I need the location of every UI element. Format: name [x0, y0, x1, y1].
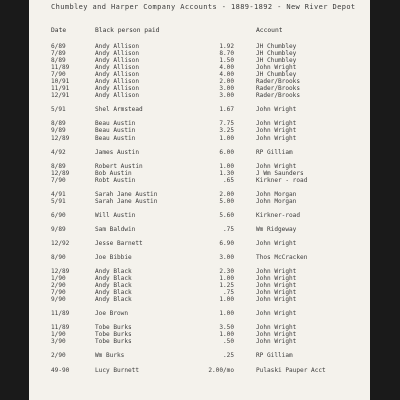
ledger-group: [29, 120, 370, 141]
date-cell: 7/90: [51, 176, 66, 184]
ledger-group: [29, 191, 370, 205]
amount-cell: 2.30: [219, 268, 234, 276]
account-cell: JH Chumbley: [256, 71, 297, 79]
person-cell: Beau Austin: [95, 127, 136, 135]
date-cell: 1/90: [51, 275, 66, 283]
column-header-person: Black person paid: [95, 27, 160, 34]
account-cell: John Wright: [256, 239, 297, 247]
person-cell: Andy Allison: [95, 64, 140, 72]
date-cell: 12/89: [51, 134, 70, 142]
person-cell: Andy Allison: [95, 57, 140, 65]
amount-cell: .50: [222, 338, 234, 346]
person-cell: Sarah Jane Austin: [95, 190, 158, 198]
person-cell: Andy Black: [95, 268, 132, 276]
person-cell: Sam Baldwin: [95, 225, 136, 233]
person-cell: Will Austin: [95, 211, 136, 219]
ledger-row: [29, 331, 370, 338]
account-cell: John Wright: [256, 296, 297, 304]
amount-cell: 1.25: [219, 282, 234, 290]
amount-cell: 2.00: [219, 190, 234, 198]
amount-cell: 3.00: [219, 85, 234, 93]
account-cell: John Morgan: [256, 190, 297, 198]
amount-cell: 1.00: [219, 331, 234, 339]
date-cell: 6/89: [51, 43, 66, 50]
ledger-row: [29, 198, 370, 205]
date-cell: 3/90: [51, 338, 66, 346]
date-cell: 6/90: [51, 211, 66, 219]
account-cell: John Wright: [256, 127, 297, 135]
person-cell: James Austin: [95, 148, 140, 156]
amount-cell: 3.50: [219, 324, 234, 332]
ledger-row: [29, 338, 370, 345]
account-cell: John Wright: [256, 331, 297, 339]
date-cell: 8/90: [51, 253, 66, 261]
person-cell: Joe Brown: [95, 310, 129, 318]
amount-cell: 1.92: [219, 43, 234, 50]
amount-cell: 1.00: [219, 310, 234, 318]
date-cell: 4/92: [51, 148, 66, 156]
ledger-group: [29, 310, 370, 317]
account-cell: John Wright: [256, 64, 297, 72]
ledger-group: [29, 268, 370, 303]
account-cell: RP Gilliam: [256, 148, 293, 156]
account-cell: JH Chumbley: [256, 57, 297, 65]
account-cell: John Wright: [256, 134, 297, 142]
amount-cell: .75: [222, 225, 234, 233]
ledger-row: [29, 71, 370, 78]
person-cell: Robt Austin: [95, 176, 136, 184]
account-cell: John Wright: [256, 162, 297, 170]
date-cell: 8/89: [51, 162, 66, 170]
date-cell: 9/89: [51, 225, 66, 233]
ledger-group: [29, 352, 370, 359]
date-cell: 5/91: [51, 106, 66, 114]
account-cell: Rader/Brooks: [256, 92, 301, 100]
account-cell: John Wright: [256, 120, 297, 128]
account-cell: John Wright: [256, 310, 297, 318]
ledger-group: [29, 240, 370, 247]
person-cell: Lucy Burnett: [95, 366, 140, 374]
date-cell: 2/90: [51, 352, 66, 360]
ledger-row: [29, 191, 370, 198]
ledger-group: [29, 163, 370, 184]
ledger-row: [29, 50, 370, 57]
person-cell: Wm Burks: [95, 352, 125, 360]
amount-cell: 3.00: [219, 253, 234, 261]
person-cell: Andy Allison: [95, 71, 140, 79]
column-header-date: Date: [51, 27, 67, 34]
amount-cell: 3.00: [219, 92, 234, 100]
person-cell: Andy Allison: [95, 85, 140, 93]
date-cell: 1/90: [51, 331, 66, 339]
amount-cell: 7.75: [219, 120, 234, 128]
account-cell: J Wm Saunders: [256, 169, 304, 177]
person-cell: Tobe Burks: [95, 331, 132, 339]
account-cell: John Wright: [256, 324, 297, 332]
amount-cell: .25: [222, 352, 234, 360]
account-cell: JH Chumbley: [256, 43, 297, 50]
amount-cell: 6.90: [219, 239, 234, 247]
ledger-row: [29, 212, 370, 219]
ledger-group: [29, 149, 370, 156]
ledger-row: [29, 240, 370, 247]
date-cell: 7/90: [51, 289, 66, 297]
ledger-row: [29, 226, 370, 233]
ledger-row: [29, 254, 370, 261]
person-cell: Tobe Burks: [95, 338, 132, 346]
date-cell: 12/92: [51, 239, 70, 247]
amount-cell: 1.00: [219, 296, 234, 304]
ledger-row: [29, 64, 370, 71]
date-cell: 49-90: [51, 366, 70, 374]
ledger-row: [29, 275, 370, 282]
ledger-group: [29, 212, 370, 219]
ledger-row: [29, 352, 370, 359]
ledger-row: [29, 268, 370, 275]
date-cell: 11/89: [51, 64, 70, 72]
ledger-group: [29, 254, 370, 261]
person-cell: Shel Armstead: [95, 106, 143, 114]
date-cell: 12/89: [51, 268, 70, 276]
document-title: Chumbley and Harper Company Accounts - 1889-1892 - New River Depot: [51, 3, 356, 11]
account-cell: Wm Ridgeway: [256, 225, 297, 233]
ledger-row: [29, 282, 370, 289]
account-cell: John Morgan: [256, 197, 297, 205]
account-cell: Kirkner-road: [256, 211, 301, 219]
account-cell: Thos McCracken: [256, 253, 308, 261]
amount-cell: 5.00: [219, 197, 234, 205]
date-cell: 8/89: [51, 120, 66, 128]
account-cell: John Wright: [256, 338, 297, 346]
ledger-rows: [29, 36, 370, 374]
person-cell: Andy Allison: [95, 78, 140, 86]
person-cell: Beau Austin: [95, 134, 136, 142]
person-cell: Andy Black: [95, 275, 132, 283]
ledger-group: [29, 367, 370, 374]
account-cell: John Wright: [256, 106, 297, 114]
person-cell: Andy Allison: [95, 43, 140, 50]
ledger-group: [29, 43, 370, 99]
amount-cell: 1.50: [219, 57, 234, 65]
ledger-group: [29, 324, 370, 345]
date-cell: 12/89: [51, 169, 70, 177]
date-cell: 9/89: [51, 127, 66, 135]
account-cell: Pulaski Pauper Acct: [256, 366, 326, 374]
ledger-row: [29, 149, 370, 156]
account-cell: John Wright: [256, 289, 297, 297]
amount-cell: 8.70: [219, 50, 234, 58]
account-cell: RP Gilliam: [256, 352, 293, 360]
column-header-account: Account: [256, 27, 283, 34]
person-cell: Tobe Burks: [95, 324, 132, 332]
date-cell: 7/89: [51, 50, 66, 58]
date-cell: 10/91: [51, 78, 70, 86]
person-cell: Robert Austin: [95, 162, 143, 170]
ledger-row: [29, 324, 370, 331]
ledger-row: [29, 163, 370, 170]
ledger-row: [29, 177, 370, 184]
account-cell: Rader/Brooks: [256, 78, 301, 86]
ledger-row: [29, 289, 370, 296]
account-cell: John Wright: [256, 282, 297, 290]
amount-cell: 5.60: [219, 211, 234, 219]
amount-cell: 6.00: [219, 148, 234, 156]
ledger-row: [29, 43, 370, 50]
person-cell: Sarah Jane Austin: [95, 197, 158, 205]
date-cell: 11/89: [51, 324, 70, 332]
document-page: [29, 0, 370, 400]
person-cell: Beau Austin: [95, 120, 136, 128]
person-cell: Andy Allison: [95, 50, 140, 58]
amount-cell: .65: [222, 176, 234, 184]
person-cell: Joe Bibbie: [95, 253, 132, 261]
ledger-row: [29, 170, 370, 177]
account-cell: Rader/Brooks: [256, 85, 301, 93]
amount-cell: 2.00: [219, 78, 234, 86]
amount-cell: 4.00: [219, 64, 234, 72]
amount-cell: 1.30: [219, 169, 234, 177]
date-cell: 12/91: [51, 92, 70, 100]
amount-cell: 1.00: [219, 275, 234, 283]
date-cell: 11/89: [51, 310, 70, 318]
person-cell: Andy Black: [95, 296, 132, 304]
date-cell: 4/91: [51, 190, 66, 198]
ledger-group: [29, 226, 370, 233]
amount-cell: 4.00: [219, 71, 234, 79]
account-cell: Kirkner - road: [256, 176, 308, 184]
date-cell: 7/90: [51, 71, 66, 79]
date-cell: 11/91: [51, 85, 70, 93]
ledger-row: [29, 296, 370, 303]
date-cell: 8/89: [51, 57, 66, 65]
date-cell: 5/91: [51, 197, 66, 205]
ledger-group: [29, 106, 370, 113]
ledger-row: [29, 85, 370, 92]
ledger-row: [29, 367, 370, 374]
person-cell: Jesse Barnett: [95, 239, 143, 247]
ledger-row: [29, 92, 370, 99]
account-cell: JH Chumbley: [256, 50, 297, 58]
person-cell: Andy Black: [95, 282, 132, 290]
person-cell: Andy Black: [95, 289, 132, 297]
amount-cell: 3.25: [219, 127, 234, 135]
person-cell: Bob Austin: [95, 169, 132, 177]
date-cell: 2/90: [51, 282, 66, 290]
date-cell: 9/90: [51, 296, 66, 304]
person-cell: Andy Allison: [95, 92, 140, 100]
ledger-row: [29, 120, 370, 127]
amount-cell: 1.00: [219, 162, 234, 170]
ledger-row: [29, 106, 370, 113]
ledger-row: [29, 310, 370, 317]
ledger-row: [29, 127, 370, 134]
ledger-row: [29, 78, 370, 85]
account-cell: John Wright: [256, 268, 297, 276]
ledger-row: [29, 57, 370, 64]
amount-cell: .75: [222, 289, 234, 297]
account-cell: John Wright: [256, 275, 297, 283]
amount-cell: 1.00: [219, 134, 234, 142]
amount-cell: 1.67: [219, 106, 234, 114]
amount-cell: 2.00/mo: [208, 366, 234, 374]
ledger-row: [29, 135, 370, 142]
